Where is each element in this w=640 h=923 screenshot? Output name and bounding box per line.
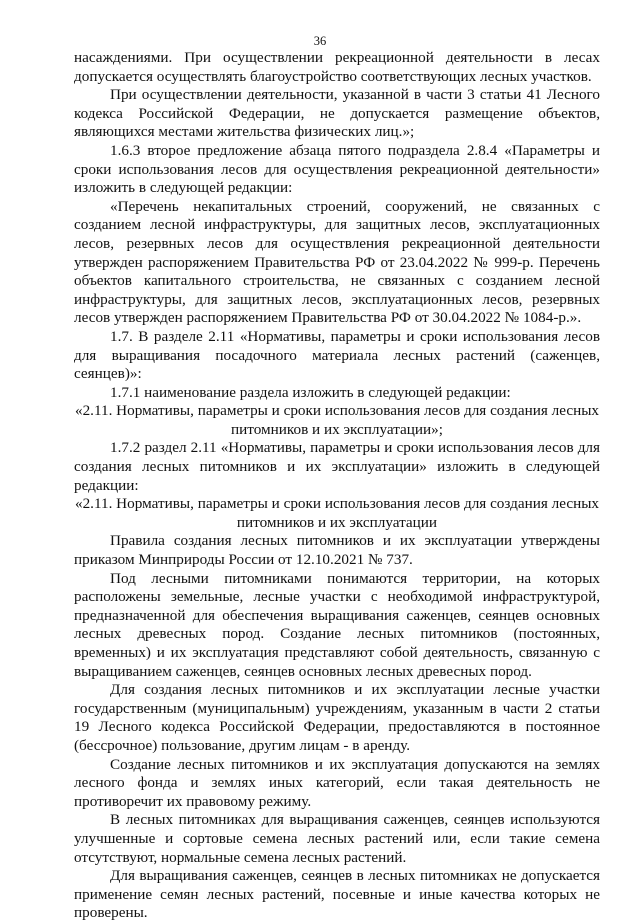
section-heading: «2.11. Нормативы, параметры и сроки использования лесов для создания лесных питомников и их эксплуатации»; [74,402,599,438]
quoted-paragraph: «Перечень некапитальных строений, сооружений, не связанных с созданием лесной инфраструктуры, для защитных лесов, эксплуатационных лесов, резервных лесов для осуществления рекреационной деятельности утвержден распоряжением Правительства РФ от 23.04.2022 № 999-р. Перечень объектов капитального строительства, не связанных с созданием лесной инфраструктуры, для защитных лесов, эксплуатационных лесов, резервных лесов утвержден распоряжением Правительства РФ от 30.04.2022 № 1084-р.». [74,197,600,327]
paragraph: В лесных питомниках для выращивания саженцев, сеянцев используются улучшенные и сортовые семена лесных растений или, если такие семена отсутствуют, нормальные семена лесных растений. [74,811,600,866]
paragraph: При осуществлении деятельности, указанной в части 3 статьи 41 Лесного кодекса Российской Федерации, не допускается размещение объектов, являющихся местами жительства физических лиц.»; [74,86,600,141]
paragraph: Создание лесных питомников и их эксплуатация допускаются на землях лесного фонда и землях иных категорий, если такая деятельность не противоречит их правовому режиму. [74,755,600,810]
paragraph: Для создания лесных питомников и их эксплуатации лесные участки государственным (муниципальным) учреждениям, указанным в части 2 статьи 19 Лесного кодекса Российской Федерации, предоставляются в постоянное (бессрочное) пользование, другим лицам - в аренду. [74,681,600,754]
document-body [74,49,600,923]
section-heading: «2.11. Нормативы, параметры и сроки использования лесов для создания лесных питомников и их эксплуатации [74,495,599,531]
paragraph: 1.7. В разделе 2.11 «Нормативы, параметры и сроки использования лесов для выращивания посадочного материала лесных растений (саженцев, сеянцев)»: [74,327,600,383]
paragraph: насаждениями. При осуществлении рекреационной деятельности в лесах допускается осуществлять благоустройство соответствующих лесных участков. [74,49,600,85]
paragraph: 1.6.3 второе предложение абзаца пятого подраздела 2.8.4 «Параметры и сроки использования лесов для осуществления рекреационной деятельности» изложить в следующей редакции: [74,141,600,197]
paragraph: Для выращивания саженцев, сеянцев в лесных питомниках не допускается применение семян лесных растений, посевные и иные качества которых не проверены. [74,867,600,922]
page-number: 36 [313,34,327,48]
paragraph: Правила создания лесных питомников и их эксплуатации утверждены приказом Минприроды России от 12.10.2021 № 737. [74,532,600,569]
paragraph: 1.7.2 раздел 2.11 «Нормативы, параметры и сроки использования лесов для создания лесных питомников и их эксплуатации» изложить в следующей редакции: [74,439,600,494]
paragraph: Под лесными питомниками понимаются территории, на которых расположены земельные, лесные участки с необходимой инфраструктурой, предназначенной для обеспечения выращивания саженцев, сеянцев основных лесных древесных пород. Создание лесных питомников (постоянных, временных) и их эксплуатация представляют собой деятельность, связанную с выращиванием саженцев, сеянцев основных лесных древесных пород. [74,569,600,680]
paragraph: 1.7.1 наименование раздела изложить в следующей редакции: [110,383,511,401]
